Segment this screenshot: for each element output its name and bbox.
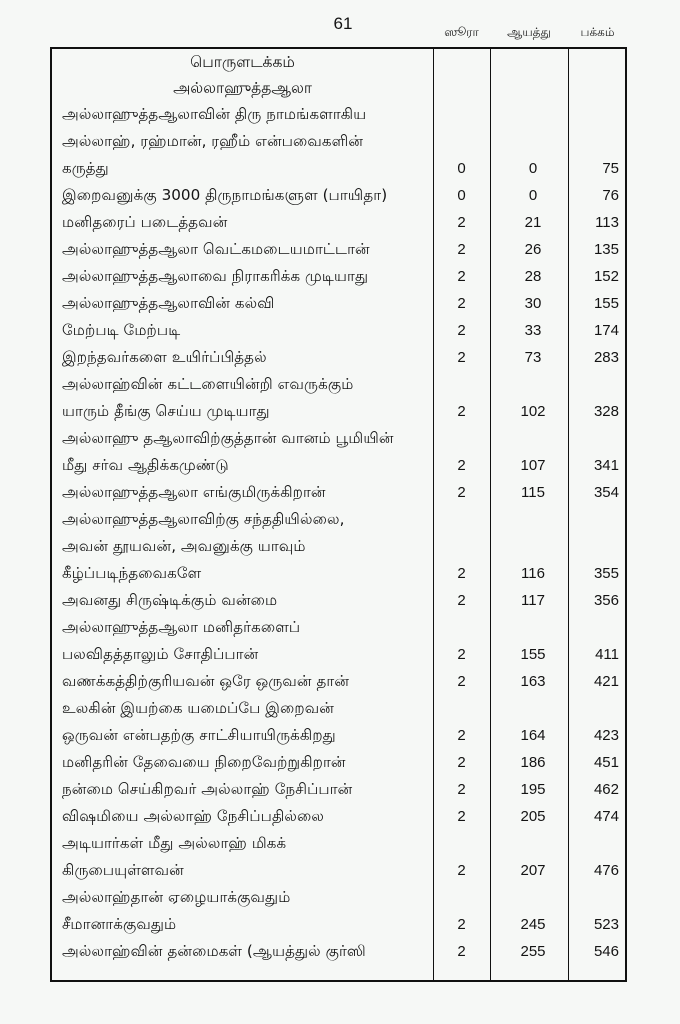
page-ref: 421 (593, 673, 619, 690)
page-ref: 523 (593, 916, 619, 933)
page-ref: 174 (593, 322, 619, 339)
ayat-number: 0 (528, 187, 538, 204)
sura-number: 2 (457, 862, 466, 879)
entry-text: பலவிதத்தாலும் சோதிப்பான் (62, 645, 259, 663)
table-row (52, 373, 625, 399)
entry-text: விஷமியை அல்லாஹ் நேசிப்பதில்லை (62, 807, 324, 825)
page-ref: 474 (593, 808, 619, 825)
ayat-number: 117 (521, 592, 545, 609)
table-row (52, 400, 625, 426)
page-ref: 155 (593, 295, 619, 312)
entry-text: அல்லாஹுத்தஆலா மனிதர்களைப் (62, 618, 301, 636)
entry-text: இறைவனுக்கு 3000 திருநாமங்களுள (பாயிதா) (62, 186, 388, 204)
entry-text: யாரும் தீங்கு செய்ய முடியாது (62, 402, 270, 420)
contents-table (50, 47, 627, 982)
ayat-number: 155 (520, 646, 546, 663)
page-ref: 356 (593, 592, 619, 609)
entry-text: சீமானாக்குவதும் (62, 915, 177, 933)
entry-text: அல்லாஹுத்தஆலாவிற்கு சந்ததியில்லை, (62, 510, 345, 528)
table-row (52, 859, 625, 885)
ayat-number: 207 (520, 862, 546, 879)
table-row (52, 157, 625, 183)
sura-number: 2 (457, 727, 466, 744)
entry-text: கீழ்ப்படிந்தவைகளே (62, 564, 202, 582)
page-ref: 411 (595, 646, 619, 663)
table-row (52, 616, 625, 642)
page-ref: 113 (595, 214, 619, 231)
table-row (52, 346, 625, 372)
entry-text: இறந்தவர்களை உயிர்ப்பித்தல் (62, 348, 267, 366)
ayat-number: 255 (520, 943, 546, 960)
table-row (52, 697, 625, 723)
entry-text: மனிதரின் தேவையை நிறைவேற்றுகிறான் (62, 753, 346, 771)
ayat-number: 164 (520, 727, 546, 744)
entry-text: அல்லாஹுத்தஆலாவின் கல்வி (62, 294, 275, 312)
entry-text: அல்லாஹ்வின் தன்மைகள் (ஆயத்துல் குர்ஸி (62, 942, 366, 960)
table-row (52, 427, 625, 453)
entry-text: அல்லாஹு தஆலாவிற்குத்தான் வானம் பூமியின் (62, 429, 394, 447)
page-ref: 341 (593, 457, 619, 474)
sura-number: 2 (457, 268, 466, 285)
ayat-number: 0 (528, 160, 538, 177)
ayat-number: 115 (521, 484, 545, 501)
column-header-ayat: ஆயத்து (507, 25, 551, 39)
table-row (52, 238, 625, 264)
entry-text: மீது சர்வ ஆதிக்கமுண்டு (62, 456, 229, 474)
page-ref: 75 (602, 160, 619, 177)
entry-text: அவனது சிருஷ்டிக்கும் வன்மை (62, 591, 278, 609)
ayat-number: 73 (524, 349, 542, 366)
ayat-number: 30 (524, 295, 542, 312)
entry-text: அல்லாஹ்வின் கட்டளையின்றி எவருக்கும் (62, 375, 354, 393)
page-ref: 462 (593, 781, 619, 798)
page-ref: 451 (593, 754, 619, 771)
table-row (52, 751, 625, 777)
sura-number: 2 (457, 565, 466, 582)
sura-number: 2 (457, 781, 466, 798)
table-row (52, 103, 625, 129)
ayat-number: 21 (524, 214, 542, 231)
ayat-number: 26 (524, 241, 542, 258)
entry-text: அல்லாஹுத்தஆலா எங்குமிருக்கிறான் (62, 483, 326, 501)
sura-number: 2 (457, 646, 466, 663)
ayat-number: 186 (520, 754, 546, 771)
sura-number: 2 (457, 295, 466, 312)
entry-text: நன்மை செய்கிறவர் அல்லாஹ் நேசிப்பான் (62, 780, 353, 798)
sura-number: 2 (457, 403, 466, 420)
entry-text: உலகின் இயற்கை யமைப்பே இறைவன் (62, 699, 335, 717)
table-row (52, 832, 625, 858)
sura-number: 2 (457, 322, 466, 339)
column-header-page: பக்கம் (580, 25, 615, 39)
sura-number: 2 (457, 241, 466, 258)
table-row (52, 319, 625, 345)
table-row (52, 454, 625, 480)
table-row (52, 643, 625, 669)
table-row (52, 508, 625, 534)
contents-title: பொருளடக்கம் (190, 53, 295, 71)
table-row (52, 589, 625, 615)
column-header-sura: ஸூரா (444, 25, 479, 39)
page-ref: 283 (593, 349, 619, 366)
table-row (52, 886, 625, 912)
page-number: 61 (333, 14, 353, 33)
table-row (52, 265, 625, 291)
sura-number: 0 (457, 187, 466, 204)
page-ref: 423 (593, 727, 619, 744)
entry-text: அல்லாஹுத்தஆலா வெட்கமடையமாட்டான் (62, 240, 370, 258)
ayat-number: 28 (524, 268, 542, 285)
entry-text: மனிதரைப் படைத்தவன் (62, 213, 228, 231)
page-ref: 328 (593, 403, 619, 420)
entry-text: ஒருவன் என்பதற்கு சாட்சியாயிருக்கிறது (62, 726, 336, 744)
table-row (52, 535, 625, 561)
table-row (52, 481, 625, 507)
ayat-number: 245 (520, 916, 546, 933)
page-ref: 476 (593, 862, 619, 879)
sura-number: 2 (457, 457, 466, 474)
ayat-number: 102 (520, 403, 546, 420)
ayat-number: 205 (520, 808, 546, 825)
page-ref: 354 (593, 484, 619, 501)
table-row (52, 913, 625, 939)
table-row (52, 130, 625, 156)
ayat-number: 107 (520, 457, 546, 474)
page-ref: 355 (593, 565, 619, 582)
table-row (52, 211, 625, 237)
page-ref: 546 (593, 943, 619, 960)
page-ref: 76 (602, 187, 619, 204)
sura-number: 2 (457, 349, 466, 366)
table-row (52, 562, 625, 588)
sura-number: 2 (457, 916, 466, 933)
table-row (52, 940, 625, 966)
table-row (52, 778, 625, 804)
entry-text: அல்லாஹ், ரஹ்மான், ரஹீம் என்பவைகளின் (62, 132, 364, 150)
entry-text: கிருபையுள்ளவன் (62, 861, 184, 879)
sura-number: 2 (457, 673, 466, 690)
entry-text: அல்லாஹுத்தஆலாவை நிராகரிக்க முடியாது (62, 267, 369, 285)
table-row (52, 805, 625, 831)
sura-number: 2 (457, 808, 466, 825)
table-row (52, 724, 625, 750)
table-row (52, 292, 625, 318)
entry-text: அவன் தூயவன், அவனுக்கு யாவும் (62, 537, 306, 555)
entry-text: வணக்கத்திற்குரியவன் ஒரே ஒருவன் தான் (62, 672, 350, 690)
entry-text: கருத்து (62, 159, 109, 177)
ayat-number: 116 (521, 565, 545, 582)
page-ref: 135 (593, 241, 619, 258)
sura-number: 2 (457, 484, 466, 501)
page-ref: 152 (593, 268, 619, 285)
sura-number: 2 (457, 754, 466, 771)
sura-number: 2 (457, 943, 466, 960)
entry-text: மேற்படி மேற்படி (62, 321, 181, 339)
sura-number: 2 (457, 592, 466, 609)
ayat-number: 33 (524, 322, 542, 339)
entry-text: அல்லாஹுத்தஆலாவின் திரு நாமங்களாகிய (62, 105, 367, 123)
entry-text: அடியார்கள் மீது அல்லாஹ் மிகக் (62, 834, 287, 852)
ayat-number: 195 (520, 781, 546, 798)
table-row (52, 184, 625, 210)
section-heading: அல்லாஹுத்தஆலா (173, 79, 312, 97)
table-row (52, 670, 625, 696)
sura-number: 2 (457, 214, 466, 231)
sura-number: 0 (457, 160, 466, 177)
entry-text: அல்லாஹ்தான் ஏழையாக்குவதும் (62, 888, 291, 906)
ayat-number: 163 (520, 673, 546, 690)
